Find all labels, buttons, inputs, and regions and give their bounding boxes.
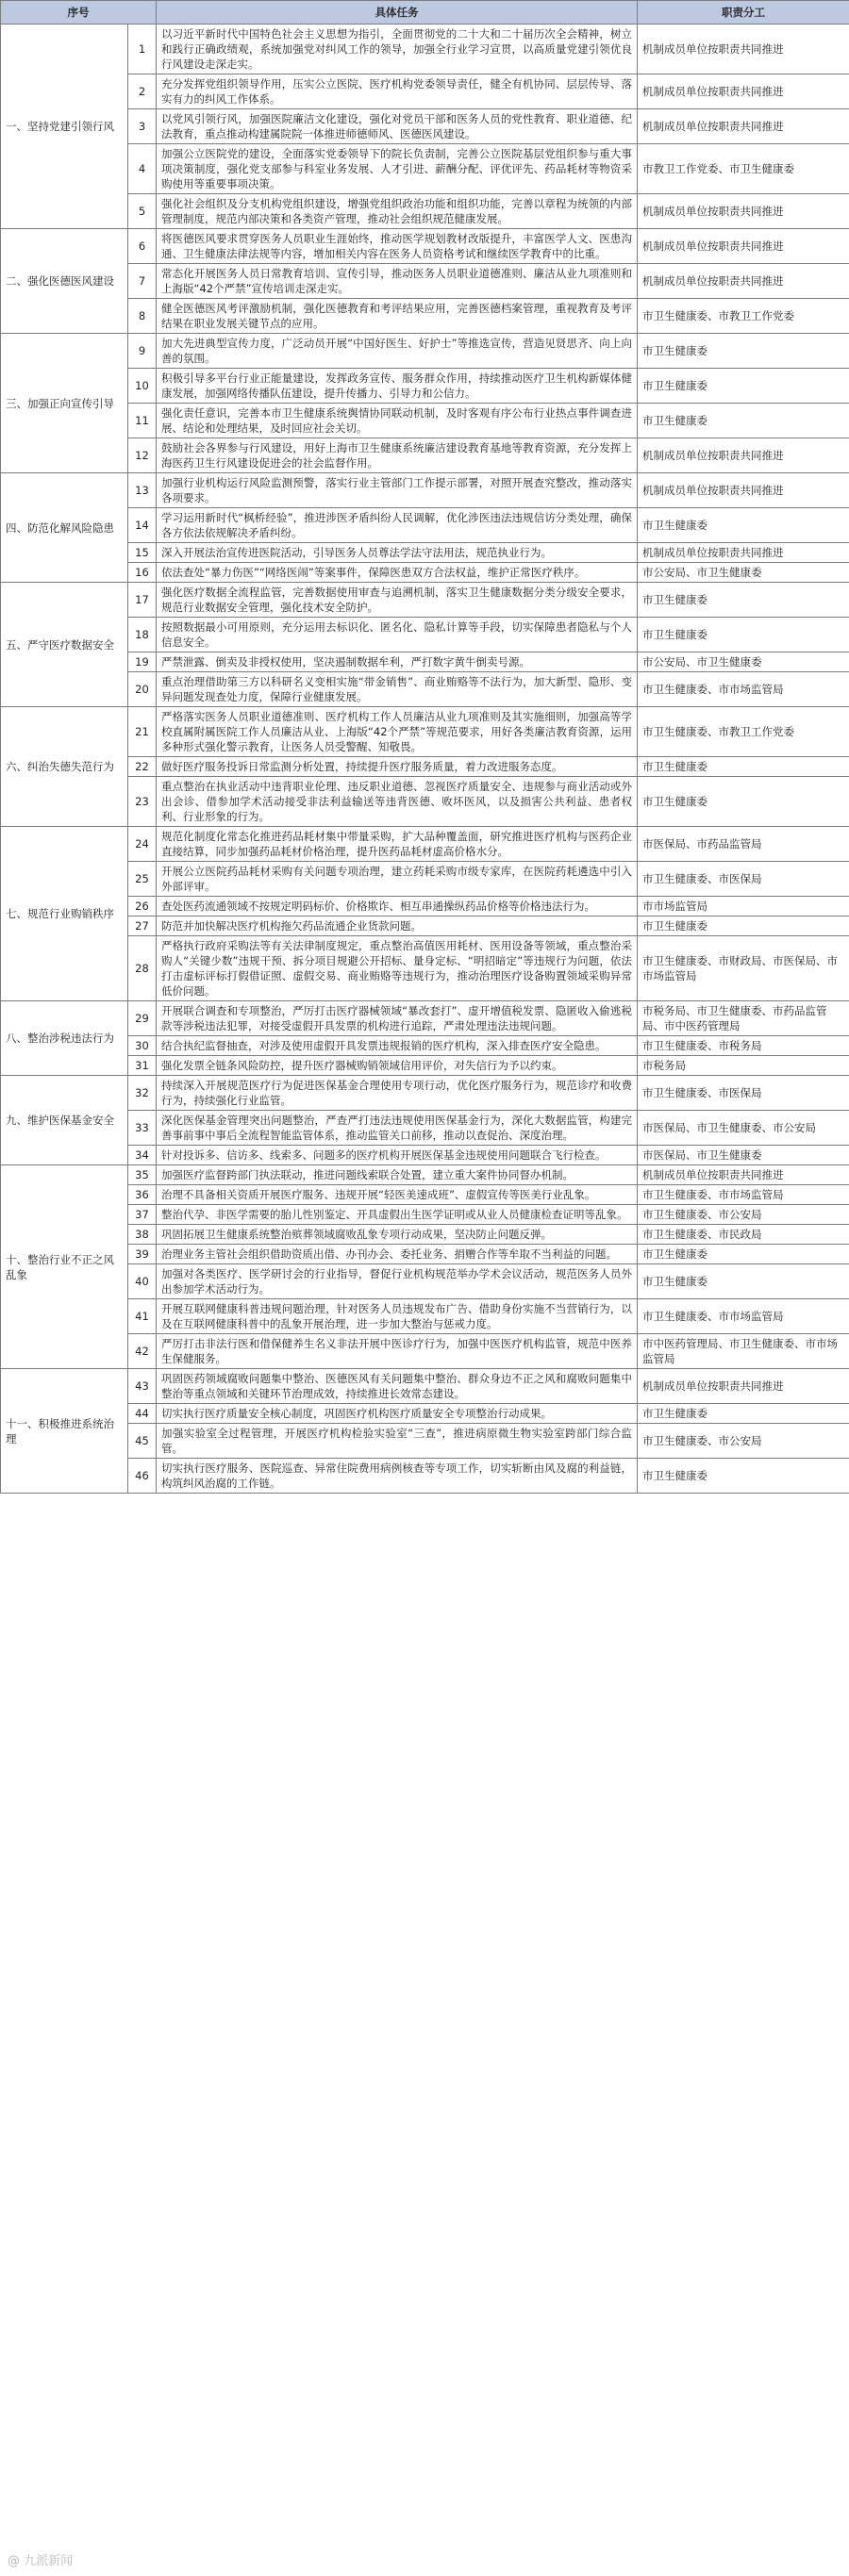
- table-row: [1, 109, 849, 144]
- duty-cell: 机制成员单位按职责共同推进: [638, 438, 849, 473]
- duty-cell: 市教卫工作党委、市卫生健康委: [638, 144, 849, 194]
- row-number: 23: [128, 777, 157, 827]
- category-cell: 三、加强正向宣传引导: [1, 334, 128, 473]
- row-number: 46: [128, 1459, 157, 1494]
- table-row: [1, 1001, 849, 1036]
- duty-cell: 市卫生健康委、市财政局、市医保局、市市场监管局: [638, 936, 849, 1001]
- task-cell: 严格执行政府采购法等有关法律制度规定，重点整治高值医用耗材、医用设备等领域，重点整治采购人“关键少数”违规干预、拆分项目规避公开招标、量身定标、“明招暗定”等违规行为问题，依法打击虚标评标打假借证照、虚假交易、商业贿赂等违规行为，推动治理医疗设备购置领域采购异常低价问题。: [157, 936, 638, 1001]
- duty-cell: 市卫生健康委、市医保局: [638, 1076, 849, 1111]
- table-row: [1, 936, 849, 1001]
- row-number: 3: [128, 109, 157, 144]
- row-number: 1: [128, 25, 157, 74]
- table-row: [1, 583, 849, 618]
- table-row: [1, 652, 849, 672]
- table-row: [1, 299, 849, 334]
- duty-cell: 市卫生健康委: [638, 757, 849, 777]
- duty-cell: 机制成员单位按职责共同推进: [638, 25, 849, 74]
- row-number: 14: [128, 508, 157, 543]
- row-number: 4: [128, 144, 157, 194]
- duty-cell: 机制成员单位按职责共同推进: [638, 229, 849, 264]
- category-cell: 二、强化医德医风建设: [1, 229, 128, 334]
- task-cell: 鼓励社会各界参与行风建设，用好上海市卫生健康系统廉洁建设教育基地等教育资源，充分发挥上海医药卫生行风建设促进会的社会监督作用。: [157, 438, 638, 473]
- duty-cell: 市卫生健康委: [638, 508, 849, 543]
- table-row: [1, 74, 849, 109]
- table-row: [1, 827, 849, 862]
- row-number: 8: [128, 299, 157, 334]
- task-cell: 强化社会组织及分支机构党组织建设，增强党组织政治功能和组织功能，完善以章程为统领的内部管理制度，规范内部决策和各类资产管理，推动社会组织规范健康发展。: [157, 194, 638, 229]
- table-row: [1, 1056, 849, 1076]
- task-cell: 治理业务主管社会组织借助资质出借、办刊办会、委托业务、捐赠合作等牟取不当利益的问题。: [157, 1245, 638, 1264]
- task-cell: 常态化开展医务人员日常教育培训、宣传引导，推动医务人员职业道德准则、廉洁从业九项准则和上海版“42个严禁”宣传培训走深走实。: [157, 264, 638, 299]
- row-number: 31: [128, 1056, 157, 1076]
- row-number: 42: [128, 1334, 157, 1369]
- row-number: 17: [128, 583, 157, 618]
- duty-cell: 市卫生健康委: [638, 334, 849, 369]
- task-cell: 强化责任意识，完善本市卫生健康系统舆情协同联动机制，及时客观有序公布行业热点事件调查进展、结论和处理结果，及时回应社会关切。: [157, 404, 638, 438]
- task-cell: 结合执纪监督抽查，对涉及使用虚假开具发票违规报销的医疗机构，深入排查医疗安全隐患。: [157, 1036, 638, 1056]
- table-row: [1, 1205, 849, 1225]
- row-number: 36: [128, 1185, 157, 1205]
- row-number: 40: [128, 1264, 157, 1299]
- category-cell: 十、整治行业不正之风乱象: [1, 1165, 128, 1369]
- task-cell: 规范化制度化常态化推进药品耗材集中带量采购，扩大品种覆盖面，研究推进医疗机构与医药企业直接结算，同步加强药品耗材价格治理，提升医药品耗材虚高价格水分。: [157, 827, 638, 862]
- row-number: 28: [128, 936, 157, 1001]
- row-number: 5: [128, 194, 157, 229]
- row-number: 38: [128, 1225, 157, 1245]
- row-number: 16: [128, 563, 157, 583]
- task-cell: 重点治理借助第三方以科研名义变相实施“带金销售”、商业贿赂等不法行为，加大新型、隐形、变异问题发现查处力度，保障行业健康发展。: [157, 672, 638, 707]
- table-row: [1, 508, 849, 543]
- task-cell: 依法查处“暴力伤医”“网络医闹”等案事件，保障医患双方合法权益，维护正常医疗秩序。: [157, 563, 638, 583]
- table-row: [1, 369, 849, 404]
- task-cell: 健全医德医风考评激励机制，强化医德教育和考评结果应用，完善医德档案管理，重视教育及考评结果在职业发展关键节点的应用。: [157, 299, 638, 334]
- task-cell: 按照数据最小可用原则，充分运用去标识化、匿名化、隐私计算等手段，切实保障患者隐私与个人信息安全。: [157, 618, 638, 652]
- task-cell: 持续深入开展规范医疗行为促进医保基金合理使用专项行动，优化医疗服务行为，规范诊疗和收费行为，持续强化行业监管。: [157, 1076, 638, 1111]
- duty-cell: 市公安局、市卫生健康委: [638, 563, 849, 583]
- row-number: 32: [128, 1076, 157, 1111]
- table-row: [1, 1245, 849, 1264]
- row-number: 33: [128, 1111, 157, 1146]
- duty-cell: 市卫生健康委、市公安局: [638, 1205, 849, 1225]
- row-number: 9: [128, 334, 157, 369]
- row-number: 7: [128, 264, 157, 299]
- duty-cell: 市卫生健康委: [638, 369, 849, 404]
- row-number: 27: [128, 916, 157, 936]
- table-header-row: [1, 1, 849, 25]
- table-row: [1, 897, 849, 916]
- table-row: [1, 144, 849, 194]
- table-row: [1, 1299, 849, 1334]
- row-number: 20: [128, 672, 157, 707]
- duty-cell: 市卫生健康委: [638, 777, 849, 827]
- duty-cell: 市医保局、市卫生健康委、市公安局: [638, 1111, 849, 1146]
- task-cell: 以党风引领行风，加强医院廉洁文化建设，强化对党员干部和医务人员的党性教育、职业道德、纪法教育，重点推动构建属院院一体推进师德师风、医德医风建设。: [157, 109, 638, 144]
- table-row: [1, 1225, 849, 1245]
- duty-cell: 市市场监管局: [638, 897, 849, 916]
- table-row: [1, 1369, 849, 1404]
- row-number: 43: [128, 1369, 157, 1404]
- task-cell: 开展公立医院药品耗材采购有关问题专项治理，建立药耗采购市级专家库，在医院药耗遴选中引入外部评审。: [157, 862, 638, 897]
- task-cell: 加大先进典型宣传力度，广泛动员开展“中国好医生、好护士”等推选宣传，营造见贤思齐、向上向善的氛围。: [157, 334, 638, 369]
- row-number: 6: [128, 229, 157, 264]
- table-row: [1, 618, 849, 652]
- task-cell: 加强公立医院党的建设，全面落实党委领导下的院长负责制，完善公立医院基层党组织参与重大事项决策制度，强化党支部参与科室业务发展、人才引进、薪酬分配、评优评先、药品耗材等物资采购使用等重要事项决策。: [157, 144, 638, 194]
- duty-cell: 机制成员单位按职责共同推进: [638, 543, 849, 563]
- duty-cell: 市医保局、市药品监管局: [638, 827, 849, 862]
- task-cell: 积极引导多平台行业正能量建设，发挥政务宣传、服务群众作用，持续推动医疗卫生机构新媒体健康发展，加强网络传播队伍建设，提升传播力、引导力和公信力。: [157, 369, 638, 404]
- table-body: [1, 25, 849, 1494]
- duty-cell: 市卫生健康委: [638, 618, 849, 652]
- row-number: 22: [128, 757, 157, 777]
- category-cell: 九、维护医保基金安全: [1, 1076, 128, 1165]
- row-number: 30: [128, 1036, 157, 1056]
- task-cell: 充分发挥党组织领导作用，压实公立医院、医疗机构党委领导责任，健全有机协同、层层传导、落实有力的纠风工作体系。: [157, 74, 638, 109]
- duty-cell: 市卫生健康委、市税务局: [638, 1036, 849, 1056]
- task-cell: 防范并加快解决医疗机构拖欠药品流通企业货款问题。: [157, 916, 638, 936]
- duty-cell: 市卫生健康委: [638, 916, 849, 936]
- row-number: 37: [128, 1205, 157, 1225]
- table-row: [1, 1424, 849, 1459]
- table-row: [1, 264, 849, 299]
- duty-cell: 市卫生健康委、市教卫工作党委: [638, 299, 849, 334]
- table-row: [1, 1111, 849, 1146]
- row-number: 10: [128, 369, 157, 404]
- header-no: 序号: [1, 1, 157, 25]
- duty-cell: 机制成员单位按职责共同推进: [638, 1165, 849, 1185]
- task-cell: 治理不具备相关资质开展医疗服务、违规开展“轻医美速成班”、虚假宣传等医美行业乱象。: [157, 1185, 638, 1205]
- duty-cell: 市中医药管理局、市卫生健康委、市市场监管局: [638, 1334, 849, 1369]
- table-row: [1, 1404, 849, 1424]
- row-number: 19: [128, 652, 157, 672]
- row-number: 24: [128, 827, 157, 862]
- duty-cell: 机制成员单位按职责共同推进: [638, 74, 849, 109]
- row-number: 18: [128, 618, 157, 652]
- duty-cell: 机制成员单位按职责共同推进: [638, 109, 849, 144]
- task-cell: 开展联合调查和专项整治，严厉打击医疗器械领域“暴改套打”、虚开增值税发票、隐匿收入偷逃税款等涉税违法犯罪，对接受虚假开具发票的机构进行追踪，严肃处理违法违规问题。: [157, 1001, 638, 1036]
- category-cell: 八、整治涉税违法行为: [1, 1001, 128, 1076]
- duty-cell: 市卫生健康委: [638, 1404, 849, 1424]
- header-task: 具体任务: [157, 1, 638, 25]
- row-number: 13: [128, 473, 157, 508]
- duty-cell: 机制成员单位按职责共同推进: [638, 473, 849, 508]
- task-cell: 加强对各类医疗、医学研讨会的行业指导，督促行业机构规范举办学术会议活动，规范医务人员外出参加学术活动行为。: [157, 1264, 638, 1299]
- row-number: 26: [128, 897, 157, 916]
- table-row: [1, 473, 849, 508]
- duty-cell: 市卫生健康委、市民政局: [638, 1225, 849, 1245]
- duty-cell: 市税务局: [638, 1056, 849, 1076]
- table-row: [1, 916, 849, 936]
- row-number: 2: [128, 74, 157, 109]
- row-number: 41: [128, 1299, 157, 1334]
- task-cell: 学习运用新时代“枫桥经验”，推进涉医矛盾纠纷人民调解，优化涉医违法违规信访分类处理，确保各方依法依规解决矛盾纠纷。: [157, 508, 638, 543]
- table-row: [1, 1036, 849, 1056]
- task-cell: 严禁泄露、倒卖及非授权使用，坚决遏制数据牟利，严打数字黄牛倒卖号源。: [157, 652, 638, 672]
- duty-cell: 市卫生健康委: [638, 1245, 849, 1264]
- category-cell: 五、严守医疗数据安全: [1, 583, 128, 707]
- duty-cell: 市医保局、市卫生健康委: [638, 1146, 849, 1165]
- row-number: 35: [128, 1165, 157, 1185]
- duty-cell: 市卫生健康委、市市场监管局: [638, 672, 849, 707]
- task-cell: 针对投诉多、信访多、线索多、问题多的医疗机构开展医保基金违规使用问题联合飞行检查。: [157, 1146, 638, 1165]
- duty-cell: 市卫生健康委: [638, 583, 849, 618]
- task-cell: 严格落实医务人员职业道德准则、医疗机构工作人员廉洁从业九项准则及其实施细则，加强高等学校直属附属医院工作人员廉洁从业、上海版“42个严禁”等规范要求，用好各类廉洁教育资源，运用多种形式强化警示教育，让医务人员受警醒、知敬畏。: [157, 707, 638, 757]
- task-cell: 巩固医药领域腐败问题集中整治、医德医风有关问题集中整治、群众身边不正之风和腐败问题集中整治等重点领域和关键环节治理成效，持续推进长效常态建设。: [157, 1369, 638, 1404]
- task-cell: 将医德医风要求贯穿医务人员职业生涯始终，推动医学规划教材改版提升，丰富医学人文、医患沟通、卫生健康法律法规等内容，增加相关内容在医务人员资格考试和继续医学教育中的比重。: [157, 229, 638, 264]
- duty-cell: 市卫生健康委、市市场监管局: [638, 1185, 849, 1205]
- category-cell: 四、防范化解风险隐患: [1, 473, 128, 583]
- category-cell: 六、纠治失德失范行为: [1, 707, 128, 827]
- duty-cell: 市卫生健康委、市教卫工作党委: [638, 707, 849, 757]
- header-duty: 职责分工: [638, 1, 849, 25]
- row-number: 45: [128, 1424, 157, 1459]
- task-cell: 深化医保基金管理突出问题整治，严查严打违法违规使用医保基金行为，深化大数据监管，构建完善事前事中事后全流程智能监管体系，推动监管关口前移，推动以查促治、深度治理。: [157, 1111, 638, 1146]
- duty-cell: 市卫生健康委、市市场监管局: [638, 1299, 849, 1334]
- duty-cell: 市卫生健康委: [638, 1459, 849, 1494]
- table-row: [1, 1185, 849, 1205]
- duty-cell: 市卫生健康委、市公安局: [638, 1424, 849, 1459]
- task-cell: 整治代孕、非医学需要的胎儿性别鉴定、开具虚假出生医学证明或从业人员健康检查证明等乱象。: [157, 1205, 638, 1225]
- row-number: 39: [128, 1245, 157, 1264]
- row-number: 44: [128, 1404, 157, 1424]
- duty-cell: 市税务局、市卫生健康委、市药品监管局、市中医药管理局: [638, 1001, 849, 1036]
- task-cell: 巩固拓展卫生健康系统整治殡葬领域腐败乱象专项行动成果，坚决防止问题反弹。: [157, 1225, 638, 1245]
- task-cell: 切实执行医疗服务、医院巡查、异常住院费用病例核查等专项工作，切实斩断由风及腐的利益链，构筑纠风治腐的工作链。: [157, 1459, 638, 1494]
- table-row: [1, 1146, 849, 1165]
- task-cell: 开展互联网健康科普违规问题治理，针对医务人员违规发布广告、借助身份实施不当营销行为，以及在互联网健康科普中的乱象开展治理，进一步加大整治与惩戒力度。: [157, 1299, 638, 1334]
- table-row: [1, 404, 849, 438]
- table-row: [1, 1076, 849, 1111]
- table-row: [1, 757, 849, 777]
- duty-cell: 机制成员单位按职责共同推进: [638, 264, 849, 299]
- task-cell: 严厉打击非法行医和借保健养生名义非法开展中医诊疗行为，加强中医医疗机构监管，规范中医养生保健服务。: [157, 1334, 638, 1369]
- task-cell: 强化医疗数据全流程监管，完善数据使用审查与追溯机制，落实卫生健康数据分类分级安全要求，规范行业数据安全管理，强化技术安全防护。: [157, 583, 638, 618]
- table-row: [1, 438, 849, 473]
- category-cell: 十一、积极推进系统治理: [1, 1369, 128, 1494]
- table-row: [1, 862, 849, 897]
- task-cell: 加强行业机构运行风险监测预警，落实行业主管部门工作提示部署，对照开展查究整改，推动落实各项要求。: [157, 473, 638, 508]
- task-cell: 深入开展法治宣传进医院活动，引导医务人员尊法学法守法用法，规范执业行为。: [157, 543, 638, 563]
- duty-cell: 机制成员单位按职责共同推进: [638, 1369, 849, 1404]
- task-cell: 加强医疗监督跨部门执法联动，推进问题线索联合处置，建立重大案件协同督办机制。: [157, 1165, 638, 1185]
- task-cell: 强化发票全链条风险防控，提升医疗器械购销领域信用评价，对失信行为予以约束。: [157, 1056, 638, 1076]
- table-row: [1, 543, 849, 563]
- table-row: [1, 707, 849, 757]
- table-row: [1, 563, 849, 583]
- duty-cell: 市卫生健康委、市医保局: [638, 862, 849, 897]
- task-cell: 重点整治在执业活动中违背职业伦理、违反职业道德、忽视医疗质量安全、违规参与商业活动或外出会诊、借参加学术活动接受非法利益输送等违背医德、败坏医风，以及损害公共利益、患者权利、行业形象的行为。: [157, 777, 638, 827]
- table-row: [1, 25, 849, 74]
- source-watermark: @ 九派新闻: [8, 2554, 74, 2568]
- table-row: [1, 777, 849, 827]
- task-cell: 以习近平新时代中国特色社会主义思想为指引，全面贯彻党的二十大和二十届历次全会精神，树立和践行正确政绩观，系统加强党对纠风工作的领导，加强全行业学习宣贯，以高质量党建引领优良行风建设走深走实。: [157, 25, 638, 74]
- table-row: [1, 1459, 849, 1494]
- table-row: [1, 1264, 849, 1299]
- duty-cell: 市公安局、市卫生健康委: [638, 652, 849, 672]
- table-row: [1, 672, 849, 707]
- row-number: 34: [128, 1146, 157, 1165]
- row-number: 29: [128, 1001, 157, 1036]
- table-row: [1, 1165, 849, 1185]
- category-cell: 一、坚持党建引领行风: [1, 25, 128, 229]
- row-number: 11: [128, 404, 157, 438]
- table-row: [1, 229, 849, 264]
- task-cell: 做好医疗服务投诉日常监测分析处置，持续提升医疗服务质量，着力改进服务态度。: [157, 757, 638, 777]
- task-cell: 加强实验室全过程管理，开展医疗机构检验实验室“三查”，推进病原微生物实验室跨部门综合监管。: [157, 1424, 638, 1459]
- duty-cell: 市卫生健康委: [638, 1264, 849, 1299]
- duty-cell: 机制成员单位按职责共同推进: [638, 194, 849, 229]
- table-row: [1, 1334, 849, 1369]
- table-row: [1, 194, 849, 229]
- duty-cell: 市卫生健康委: [638, 404, 849, 438]
- task-cell: 切实执行医疗质量安全核心制度，巩固医疗机构医疗质量安全专项整治行动成果。: [157, 1404, 638, 1424]
- row-number: 12: [128, 438, 157, 473]
- table-row: [1, 334, 849, 369]
- task-cell: 查处医药流通领域不按规定明码标价、价格欺诈、相互串通操纵药品价格等价格违法行为。: [157, 897, 638, 916]
- row-number: 25: [128, 862, 157, 897]
- category-cell: 七、规范行业购销秩序: [1, 827, 128, 1001]
- row-number: 15: [128, 543, 157, 563]
- row-number: 21: [128, 707, 157, 757]
